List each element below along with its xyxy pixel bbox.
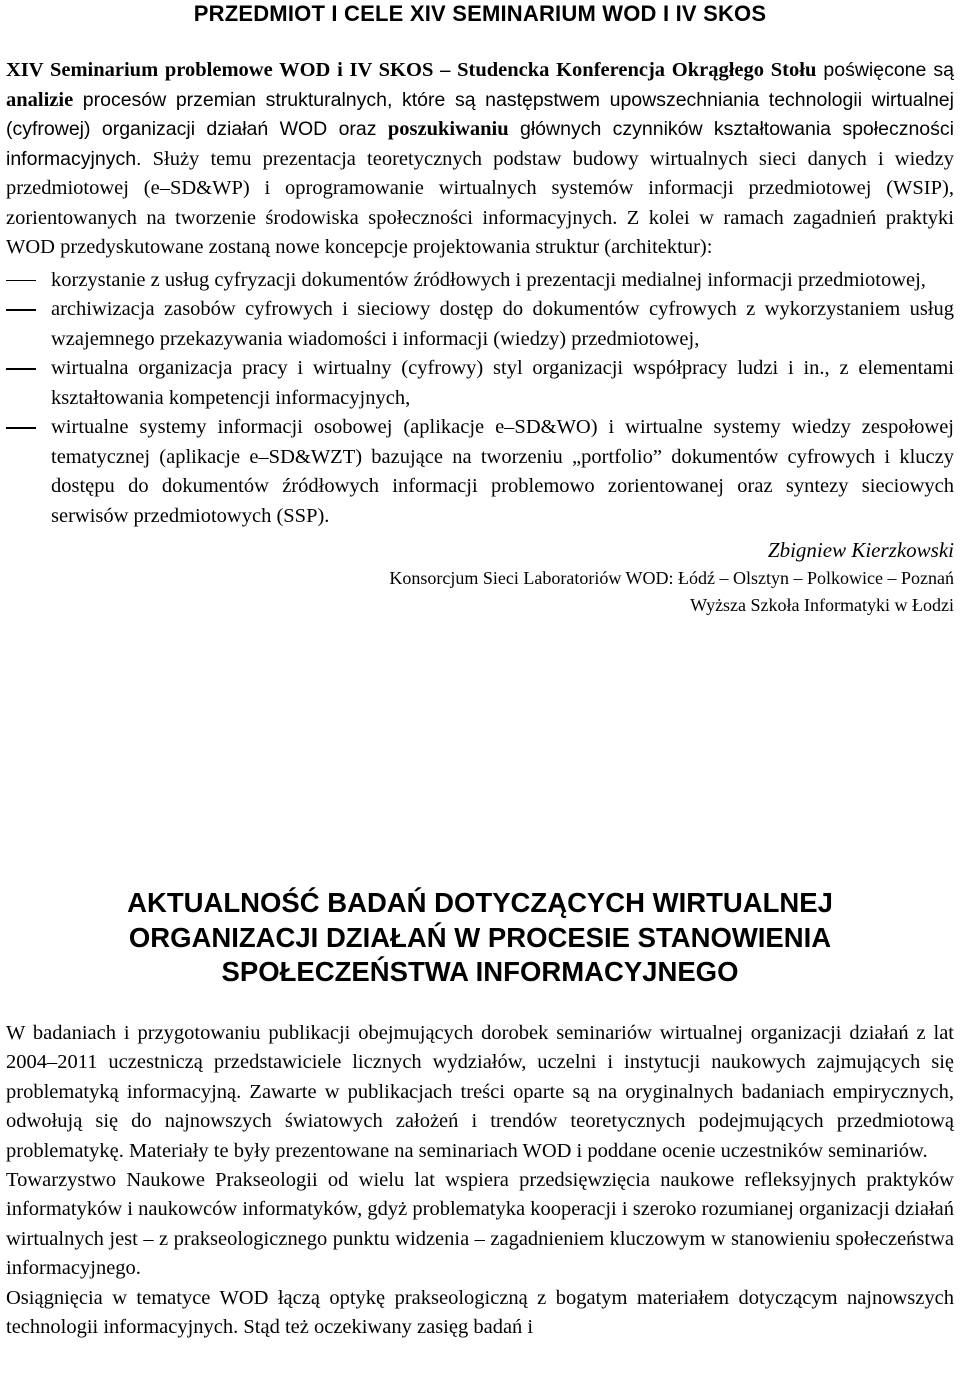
research-relevance-text [6,1019,954,1342]
heading-line: ORGANIZACJI DZIAŁAŃ W PROCESIE STANOWIENIA [128,921,832,953]
main-heading [0,886,960,990]
affiliation-line: Wyższa Szkoła Informatyki w Łodzi [690,595,954,615]
emphasis-analizie: analizie [6,88,74,111]
intro-text: Z kolei w ramach zagadnień praktyki WOD przedyskutowane zostaną nowe koncepcje projektowania struktur (architektur): [6,206,955,258]
intro-text: Służy temu prezentacja teoretycznych podstaw budowy wirtualnych sieci danych i wiedzy przedmiotowej (e–SD&WP) i oprogramowanie wirtualnych systemów informacji przedmiotowej (WSIP), zorientowanych na tworzenie środowiska społeczności informacyjnych. [6,147,954,229]
dash-bullet [6,427,36,429]
intro-text: procesów przemian strukturalnych, które są następstwem upowszechniania technologii wirtualnej (cyfrowej) organizacji działań WOD oraz [6,88,954,140]
heading-line: SPOŁECZEŃSTWA INFORMACYJNEGO [221,956,739,987]
list-item: archiwizacja zasobów cyfrowych i sieciowy dostęp do dokumentów cyfrowych z wykorzystaniem usług wzajemnego przekazywania wiadomości i informacji (wiedzy) przedmiotowej, [6,295,954,354]
dash-bullet [6,280,36,282]
intro-paragraph [6,56,954,263]
intro-text: poświęcone są [816,59,954,81]
seminar-title: XIV Seminarium problemowe WOD i IV SKOS – Studencka Konferencja Okrągłego Stołu [6,59,817,81]
heading-line: AKTUALNOŚĆ BADAŃ DOTYCZĄCYCH WIRTUALNEJ [127,887,833,918]
author-signature: Zbigniew Kierzkowski [767,538,954,562]
affiliation-line: Konsorcjum Sieci Laboratoriów WOD: Łódź – Olsztyn – Polkowice – Poznań [389,568,954,588]
body-paragraph: Towarzystwo Naukowe Prakseologii od wielu lat wspiera przedsięwzięcia naukowe refleksyjnych praktyków informatyków i naukowców informatyków, gdyż problematyka kooperacji i szeroko rozumianej organizacji działań wirtualnych jest – z prakseologicznego punktu widzenia – zagadnieniem kluczowym w stanowieniu społeczeństwa informacyjnego. [6,1169,954,1280]
emphasis-poszukiwaniu: poszukiwaniu [387,118,509,140]
dash-bullet [6,309,36,311]
body-paragraph: Osiągnięcia w tematyce WOD łączą optykę prakseologiczną z bogatym materiałem dotyczącym najnowszych technologii informacyjnych. Stąd też oczekiwany zasięg badań i [6,1286,954,1339]
section-heading: PRZEDMIOT I CELE XIV SEMINARIUM WOD I IV SKOS [193,1,767,26]
list-item: wirtualne systemy informacji osobowej (aplikacje e–SD&WO) i wirtualne systemy wiedzy zespołowej tematycznej (aplikacje e–SD&WZT) bazujące na tworzeniu „portfolio” dokumentów cyfrowych i kluczy dostępu do dokumentów źródłowych informacji problemowo zorientowanej oraz syntezy sieciowych serwisów przedmiotowych (SSP). [6,413,954,531]
dash-bullet [6,368,36,370]
intro-text: głównych czynników kształtowania społeczności informacyjnych. [6,118,954,170]
architecture-list [6,266,954,532]
seminar-description [6,56,954,619]
list-item: korzystanie z usług cyfryzacji dokumentów źródłowych i prezentacji medialnej informacji przedmiotowej, [6,266,954,296]
body-paragraph: W badaniach i przygotowaniu publikacji obejmujących dorobek seminariów wirtualnej organizacji działań z lat 2004–2011 uczestniczą przedstawiciele licznych wydziałów, uczelni i instytucji naukowych zajmujących się problematyką informacyjną. Zawarte w publikacjach treści oparte są na oryginalnych badaniach empirycznych, odwołują się do najnowszych światowych założeń i trendów teoretycznych podejmujących przedmiotową problematykę. Materiały te były prezentowane na seminariach WOD i poddane ocenie uczestników seminariów. [6,1022,954,1162]
list-item: wirtualna organizacja pracy i wirtualny (cyfrowy) styl organizacji współpracy ludzi i in., z elementami kształtowania kompetencji informacyjnych, [6,354,954,413]
